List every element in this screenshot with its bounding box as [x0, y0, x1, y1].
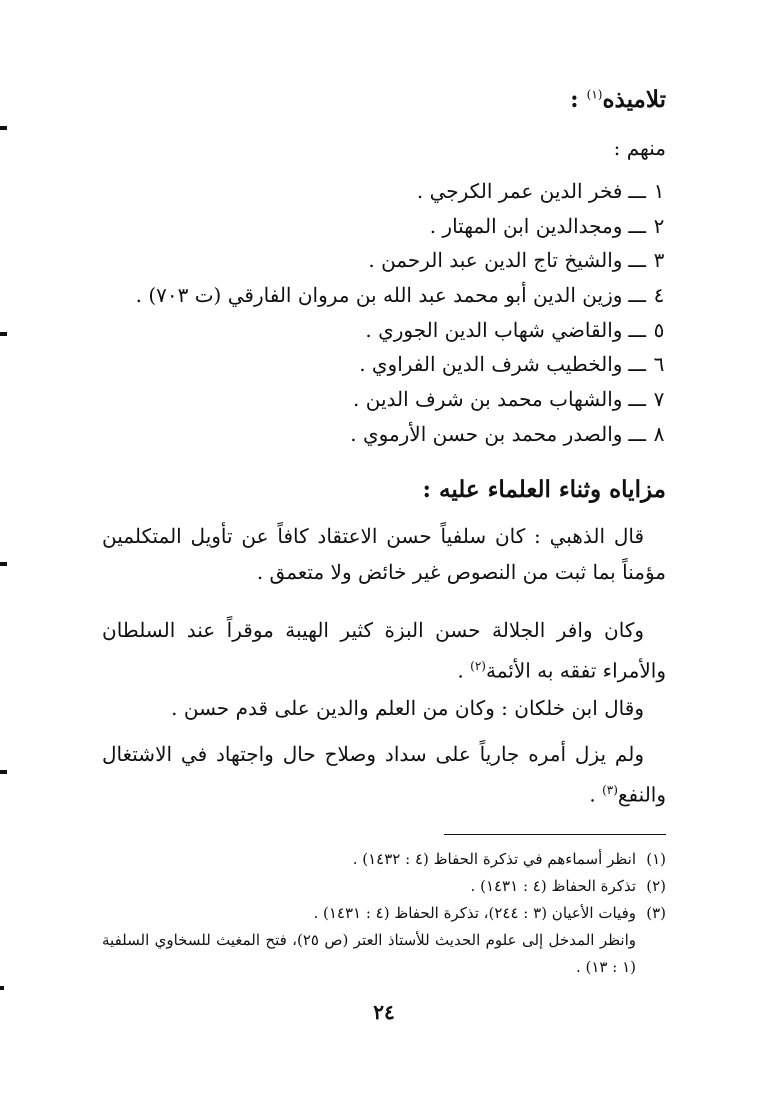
- footnote: [102, 873, 666, 900]
- students-list: [136, 174, 666, 452]
- paragraph-text: ولم يزل أمره جارياً على سداد وصلاح حال واجتهاد في الاشتغال والنفع: [102, 742, 666, 807]
- list-dash: ـــ: [628, 421, 646, 446]
- list-dash: ـــ: [628, 248, 646, 273]
- list-item-number: ٦: [653, 352, 665, 377]
- paragraph-end: .: [457, 658, 471, 683]
- list-item: [136, 209, 666, 244]
- list-item-number: ٢: [653, 213, 665, 238]
- list-dash: ـــ: [628, 352, 646, 377]
- list-item-number: ٣: [653, 248, 665, 273]
- scan-margin-mark: [0, 770, 7, 774]
- footnote-number: (١): [646, 850, 666, 868]
- list-item-number: ٨: [653, 421, 665, 446]
- scan-margin-mark: [0, 126, 7, 130]
- list-item: [136, 417, 666, 452]
- list-dash: ـــ: [628, 387, 646, 412]
- list-item-number: ٧: [653, 387, 665, 412]
- footnote-text: تذكرة الحفاظ (٤ : ١٤٣١) .: [470, 877, 636, 895]
- students-heading-colon: :: [570, 86, 587, 113]
- list-item: [136, 347, 666, 382]
- list-item-text: والشهاب محمد بن شرف الدين .: [353, 387, 623, 412]
- paragraph-text: وكان وافر الجلالة حسن البزة كثير الهيبة موقراً عند السلطان والأمراء تفقه به الأئمة: [102, 618, 666, 683]
- list-dash: ـــ: [628, 179, 646, 203]
- students-heading-title: تلاميذه: [602, 86, 666, 113]
- praise-heading: مزاياه وثناء العلماء عليه :: [422, 476, 666, 503]
- list-item-text: والصدر محمد بن حسن الأرموي .: [350, 421, 623, 446]
- list-item-text: والشيخ تاج الدين عبد الرحمن .: [368, 248, 623, 273]
- paragraph-conduct: [102, 736, 666, 813]
- footnote-number: (٢): [646, 877, 666, 895]
- list-item-text: والقاضي شهاب الدين الجوري .: [365, 317, 623, 342]
- scan-margin-mark: [0, 562, 7, 566]
- footnote: [102, 900, 666, 927]
- paragraph-dhahabi: [102, 518, 666, 590]
- list-dash: ـــ: [628, 213, 646, 238]
- footnote-separator: [444, 834, 666, 835]
- footnote-continuation: وانظر المدخل إلى علوم الحديث للأستاذ العتر (ص ٢٥)، فتح المغيث للسخاوي السلفية (١ : ١٣) .: [102, 931, 636, 976]
- list-item-number: ٥: [653, 317, 665, 342]
- students-heading: [570, 86, 666, 113]
- paragraph-end: .: [589, 782, 603, 807]
- paragraph-text: وقال ابن خلكان : وكان من العلم والدين على قدم حسن .: [171, 696, 644, 720]
- list-item-number: ١: [653, 179, 665, 203]
- footnote-text: انظر أسماءهم في تذكرة الحفاظ (٤ : ١٤٣٢) .: [352, 850, 636, 868]
- paragraph-majesty: [102, 612, 666, 689]
- list-item: [136, 382, 666, 417]
- list-item-text: وزين الدين أبو محمد عبد الله بن مروان الفارقي (ت ٧٠٣) .: [135, 283, 623, 308]
- list-dash: ـــ: [628, 317, 646, 342]
- footnote-number: (٣): [646, 904, 666, 922]
- paragraph-ibn-khallikan: [102, 690, 666, 726]
- footnote: [102, 846, 666, 873]
- list-item: [136, 313, 666, 348]
- list-dash: ـــ: [628, 283, 646, 308]
- page-number: ٢٤: [373, 1000, 395, 1024]
- scan-margin-mark: [0, 986, 4, 990]
- list-item: [136, 243, 666, 278]
- footnote-ref-2: (٢): [470, 659, 486, 673]
- list-item-number: ٤: [653, 283, 665, 308]
- students-intro: منهم :: [613, 136, 666, 160]
- paragraph-text: قال الذهبي : كان سلفياً حسن الاعتقاد كافاً عن تأويل المتكلمين مؤمناً بما ثبت من النصوص غير خائض ولا متعمق .: [102, 524, 666, 584]
- list-item-text: والخطيب شرف الدين الفراوي .: [359, 352, 623, 377]
- footnote-ref-3: (٣): [602, 783, 618, 797]
- list-item: [136, 278, 666, 313]
- list-item: [136, 174, 666, 209]
- scan-margin-mark: [0, 332, 7, 336]
- footnote-text: وفيات الأعيان (٣ : ٢٤٤)، تذكرة الحفاظ (٤ : ١٤٣١) .: [313, 904, 636, 922]
- footnote-ref-1: (١): [586, 87, 603, 102]
- list-item-text: فخر الدين عمر الكرجي .: [416, 179, 623, 203]
- list-item-text: ومجدالدين ابن المهتار .: [429, 213, 623, 238]
- footnotes: [102, 846, 666, 981]
